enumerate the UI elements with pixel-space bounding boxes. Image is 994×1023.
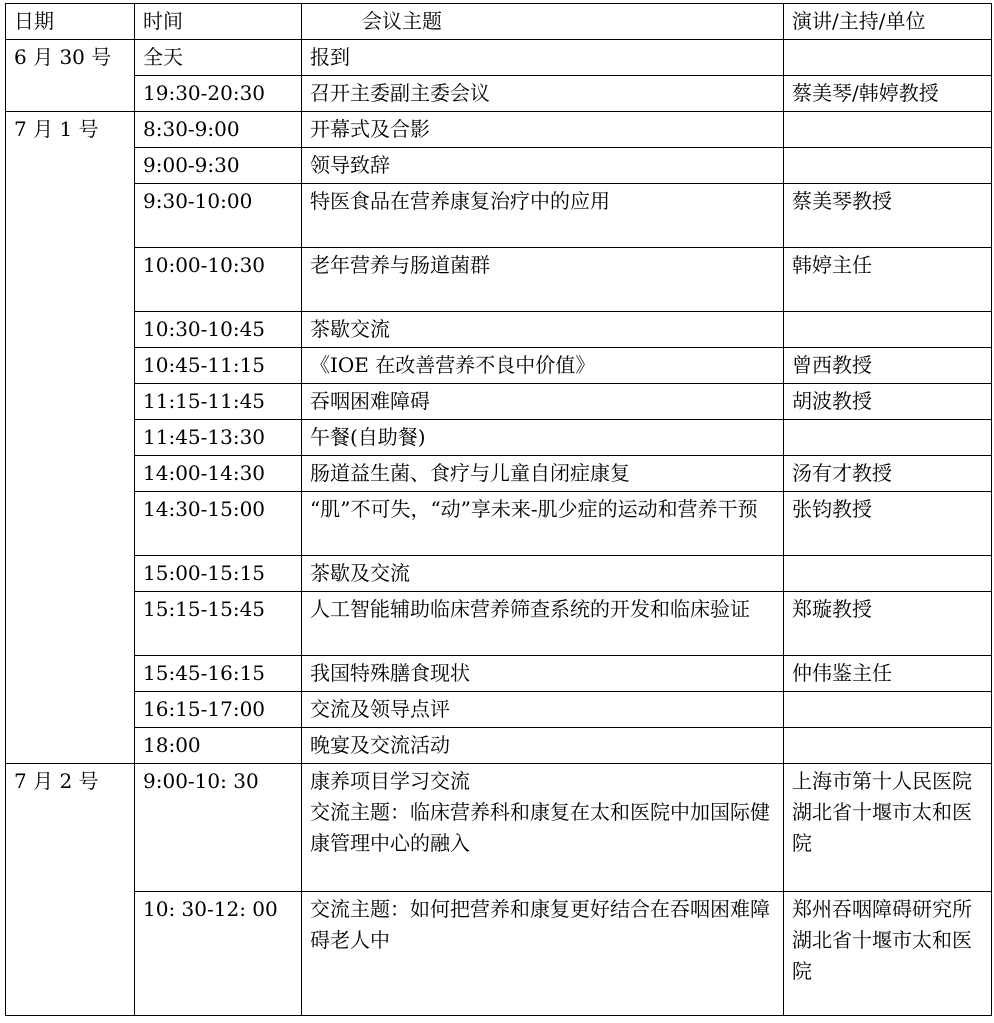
host-cell: 蔡美琴教授 <box>784 184 992 248</box>
schedule-table <box>5 3 992 1016</box>
date-cell: 6 月 30 号 <box>6 40 135 112</box>
table-row <box>6 348 992 384</box>
time-cell: 10:45-11:15 <box>135 348 302 384</box>
topic-cell: 晚宴及交流活动 <box>302 728 784 764</box>
host-cell <box>784 420 992 456</box>
time-cell: 14:30-15:00 <box>135 492 302 556</box>
time-cell: 9:00-10: 30 <box>135 764 302 892</box>
topic-cell: 吞咽困难障碍 <box>302 384 784 420</box>
host-cell <box>784 556 992 592</box>
header-time: 时间 <box>135 4 302 40</box>
schedule-body <box>6 40 992 1016</box>
table-row <box>6 556 992 592</box>
host-cell <box>784 148 992 184</box>
host-cell: 胡波教授 <box>784 384 992 420</box>
topic-cell: 人工智能辅助临床营养筛查系统的开发和临床验证 <box>302 592 784 656</box>
time-cell: 9:00-9:30 <box>135 148 302 184</box>
topic-cell: 午餐(自助餐) <box>302 420 784 456</box>
time-cell: 8:30-9:00 <box>135 112 302 148</box>
time-cell: 9:30-10:00 <box>135 184 302 248</box>
time-cell: 15:45-16:15 <box>135 656 302 692</box>
table-row <box>6 40 992 76</box>
header-host: 演讲/主持/单位 <box>784 4 992 40</box>
date-cell: 7 月 1 号 <box>6 112 135 764</box>
topic-cell: 交流及领导点评 <box>302 692 784 728</box>
topic-cell: 肠道益生菌、食疗与儿童自闭症康复 <box>302 456 784 492</box>
table-row <box>6 384 992 420</box>
table-row <box>6 148 992 184</box>
topic-cell: 茶歇及交流 <box>302 556 784 592</box>
date-cell: 7 月 2 号 <box>6 764 135 1016</box>
time-cell: 全天 <box>135 40 302 76</box>
host-cell: 上海市第十人民医院湖北省十堰市太和医院 <box>784 764 992 892</box>
topic-cell: 康养项目学习交流 交流主题：临床营养科和康复在太和医院中加国际健康管理中心的融入 <box>302 764 784 892</box>
table-row <box>6 656 992 692</box>
host-cell: 汤有才教授 <box>784 456 992 492</box>
table-row <box>6 728 992 764</box>
host-cell: 郑州吞咽障碍研究所 湖北省十堰市太和医院 <box>784 892 992 1016</box>
header-row <box>6 4 992 40</box>
table-row <box>6 112 992 148</box>
table-row <box>6 420 992 456</box>
host-cell <box>784 312 992 348</box>
host-cell <box>784 112 992 148</box>
header-topic: 会议主题 <box>302 4 784 40</box>
host-cell: 曾西教授 <box>784 348 992 384</box>
topic-cell: “肌”不可失，“动”享未来-肌少症的运动和营养干预 <box>302 492 784 556</box>
table-row <box>6 76 992 112</box>
topic-cell: 我国特殊膳食现状 <box>302 656 784 692</box>
time-cell: 18:00 <box>135 728 302 764</box>
time-cell: 15:00-15:15 <box>135 556 302 592</box>
header-date: 日期 <box>6 4 135 40</box>
time-cell: 19:30-20:30 <box>135 76 302 112</box>
table-row <box>6 248 992 312</box>
topic-cell: 报到 <box>302 40 784 76</box>
table-row <box>6 312 992 348</box>
topic-cell: 开幕式及合影 <box>302 112 784 148</box>
table-row <box>6 456 992 492</box>
table-row <box>6 764 992 892</box>
table-row <box>6 184 992 248</box>
host-cell: 张钧教授 <box>784 492 992 556</box>
time-cell: 10:00-10:30 <box>135 248 302 312</box>
topic-cell: 交流主题：如何把营养和康复更好结合在吞咽困难障碍老人中 <box>302 892 784 1016</box>
host-cell <box>784 40 992 76</box>
host-cell <box>784 728 992 764</box>
table-row <box>6 692 992 728</box>
time-cell: 11:15-11:45 <box>135 384 302 420</box>
time-cell: 10:30-10:45 <box>135 312 302 348</box>
time-cell: 15:15-15:45 <box>135 592 302 656</box>
topic-cell: 老年营养与肠道菌群 <box>302 248 784 312</box>
host-cell: 仲伟鉴主任 <box>784 656 992 692</box>
topic-cell: 特医食品在营养康复治疗中的应用 <box>302 184 784 248</box>
topic-cell: 领导致辞 <box>302 148 784 184</box>
time-cell: 14:00-14:30 <box>135 456 302 492</box>
topic-cell: 茶歇交流 <box>302 312 784 348</box>
topic-cell: 《IOE 在改善营养不良中价值》 <box>302 348 784 384</box>
table-row <box>6 892 992 1016</box>
time-cell: 16:15-17:00 <box>135 692 302 728</box>
host-cell: 郑璇教授 <box>784 592 992 656</box>
host-cell: 韩婷主任 <box>784 248 992 312</box>
table-row <box>6 592 992 656</box>
time-cell: 10: 30-12: 00 <box>135 892 302 1016</box>
time-cell: 11:45-13:30 <box>135 420 302 456</box>
host-cell <box>784 692 992 728</box>
table-row <box>6 492 992 556</box>
host-cell: 蔡美琴/韩婷教授 <box>784 76 992 112</box>
topic-cell: 召开主委副主委会议 <box>302 76 784 112</box>
